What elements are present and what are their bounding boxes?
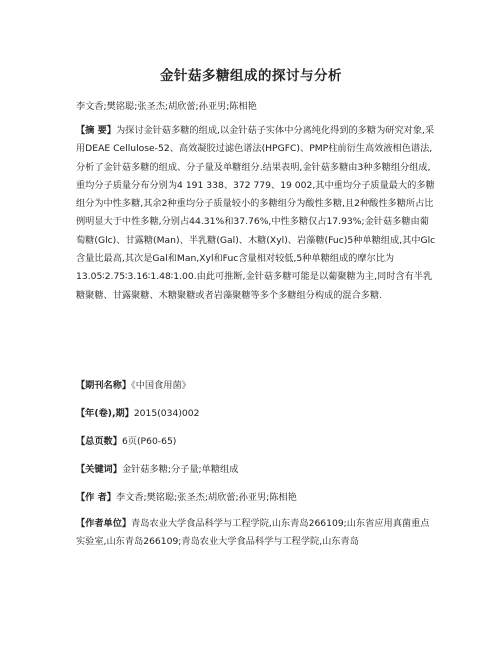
abstract-conclusion: 由此可推断,金针菇多糖可能是以葡聚糖为主,同时含有半乳糖聚糖、甘露聚糖、木糖聚糖或者岩藻聚糖等多个多糖组分构成的混合多糖. bbox=[76, 271, 433, 301]
year-value: 2015(034)002 bbox=[133, 408, 200, 419]
keywords-field bbox=[76, 461, 238, 475]
journal-value: 《中国食用菌》 bbox=[131, 380, 191, 391]
year-label: 【年(卷),期】 bbox=[76, 408, 134, 419]
keywords-label: 【关键词】 bbox=[76, 464, 122, 475]
abstract-text: 为探讨金针菇多糖的组成,以金针菇子实体中分离纯化得到的多糖为研究对象,采用DEAE Cellulose-52、高效凝胶过滤色谱法(HPGFC)、PMP柱前衍生高效液相色谱法,分析了金针菇多糖的组成、分子量及单糖组分.结果表明,金针菇多糖由3种多糖组分组成,重均分子质量分布分别为4 191 338、372 779、19 002,其中重均分子质量最大的多糖组分为中性多糖,其余2种重均分子质量较小的多糖组分为酸性多糖,且2种酸性多糖所占比例明显大于中性多糖,分别占44.31%和37.76%,中性多糖仅占17.93%;金针菇多糖由葡萄糖(Glc)、甘露糖(Man)、半乳糖(Gal)、木糖(Xyl)、岩藻糖(Fuc)5种单糖组成,其中Glc含量比最高,其次是Gal和Man,Xyl和Fuc含量相对较低,5种单糖组成的摩尔比为 bbox=[76, 125, 436, 265]
journal-field bbox=[76, 377, 191, 391]
abstract-ratio: 13.05∶2.75∶3.16∶1.48∶1.00. bbox=[76, 271, 197, 283]
abstract-section bbox=[76, 122, 436, 305]
affiliation-value: 青岛农业大学食品科学与工程学院,山东青岛266109;山东省应用真菌重点实验室,山东青岛266109;青岛农业大学食品科学与工程学院,山东青岛 bbox=[76, 518, 430, 548]
author-list: 李文香;樊铭聪;张圣杰;胡欣蕾;孙亚男;陈相艳 bbox=[76, 101, 257, 112]
author-field-label: 【作 者】 bbox=[76, 492, 116, 503]
keywords-value: 金针菇多糖;分子量;单糖组成 bbox=[121, 464, 239, 475]
abstract-label: 【摘 要】 bbox=[76, 125, 116, 136]
author-field-value: 李文香;樊铭聪;张圣杰;胡欣蕾;孙亚男;陈相艳 bbox=[115, 492, 297, 503]
pages-field bbox=[76, 433, 176, 447]
pages-label: 【总页数】 bbox=[76, 436, 122, 447]
affiliation-field bbox=[76, 515, 436, 552]
affiliation-label: 【作者单位】 bbox=[76, 518, 132, 529]
author-field bbox=[76, 489, 297, 503]
journal-label: 【期刊名称】 bbox=[76, 380, 132, 391]
year-field bbox=[76, 405, 199, 419]
paper-title: 金针菇多糖组成的探讨与分析 bbox=[160, 68, 342, 84]
pages-value: 6页(P60-65) bbox=[121, 436, 177, 447]
